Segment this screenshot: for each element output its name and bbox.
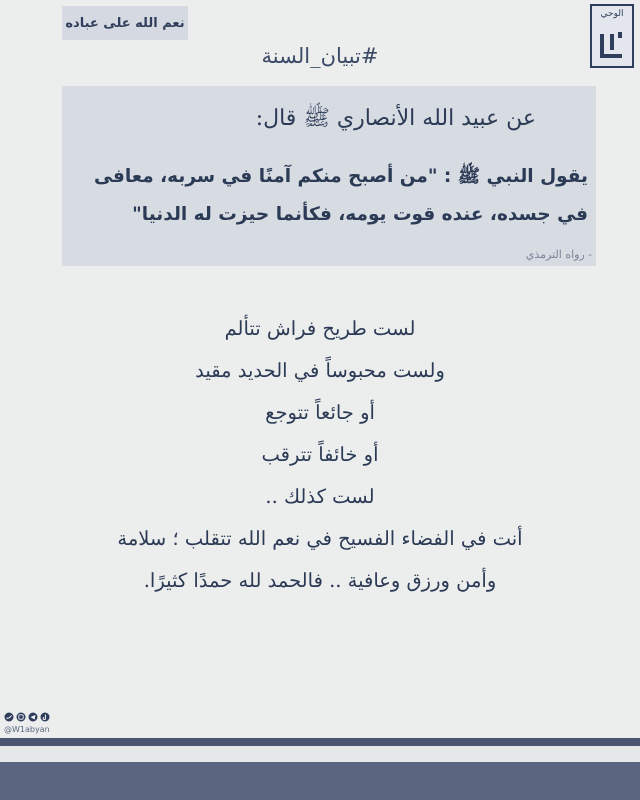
topic-tag-text: نعم الله على عباده — [65, 15, 185, 31]
hadith-quote-line: يقول النبي ﷺ : "من أصبح منكم آمنًا في سربه، معافى — [94, 166, 588, 187]
social-handle: @W1abyan — [4, 725, 50, 734]
twitter-icon[interactable] — [4, 712, 14, 722]
tiktok-icon[interactable] — [40, 712, 50, 722]
poem-line: لست كذلك .. — [265, 485, 375, 508]
poem-line: ولست محبوساً في الحديد مقيد — [195, 359, 445, 382]
hadith-source: - رواه الترمذي — [525, 248, 592, 261]
telegram-icon[interactable] — [28, 712, 38, 722]
poem-line: أو خائفاً تترقب — [261, 443, 379, 466]
hadith-quote-line: في جسده، عنده قوت يومه، فكأنما حيزت له الدنيا" — [132, 204, 588, 225]
poem — [60, 308, 580, 602]
footer-band-bottom — [0, 762, 640, 800]
poem-line: وأمن ورزق وعافية .. فالحمد لله حمدًا كثيرًا. — [143, 569, 497, 592]
hashtag-title: #تبيان_السنة — [261, 44, 379, 68]
logo-text: الوحي — [600, 9, 624, 19]
social-icons — [4, 712, 50, 722]
footer-band-top — [0, 738, 640, 746]
poem-line: أنت في الفضاء الفسيح في نعم الله تتقلب ؛ سلامة — [117, 527, 523, 550]
topic-tag — [62, 6, 188, 40]
hadith-narrator: عن عبيد الله الأنصاري ﷺ قال: — [255, 106, 536, 131]
poem-line: أو جائعاً تتوجع — [265, 401, 375, 424]
instagram-icon[interactable] — [16, 712, 26, 722]
poem-line: لست طريح فراش تتألم — [224, 317, 416, 340]
hadith-quote — [68, 158, 588, 234]
footer-band-gap — [0, 746, 640, 762]
